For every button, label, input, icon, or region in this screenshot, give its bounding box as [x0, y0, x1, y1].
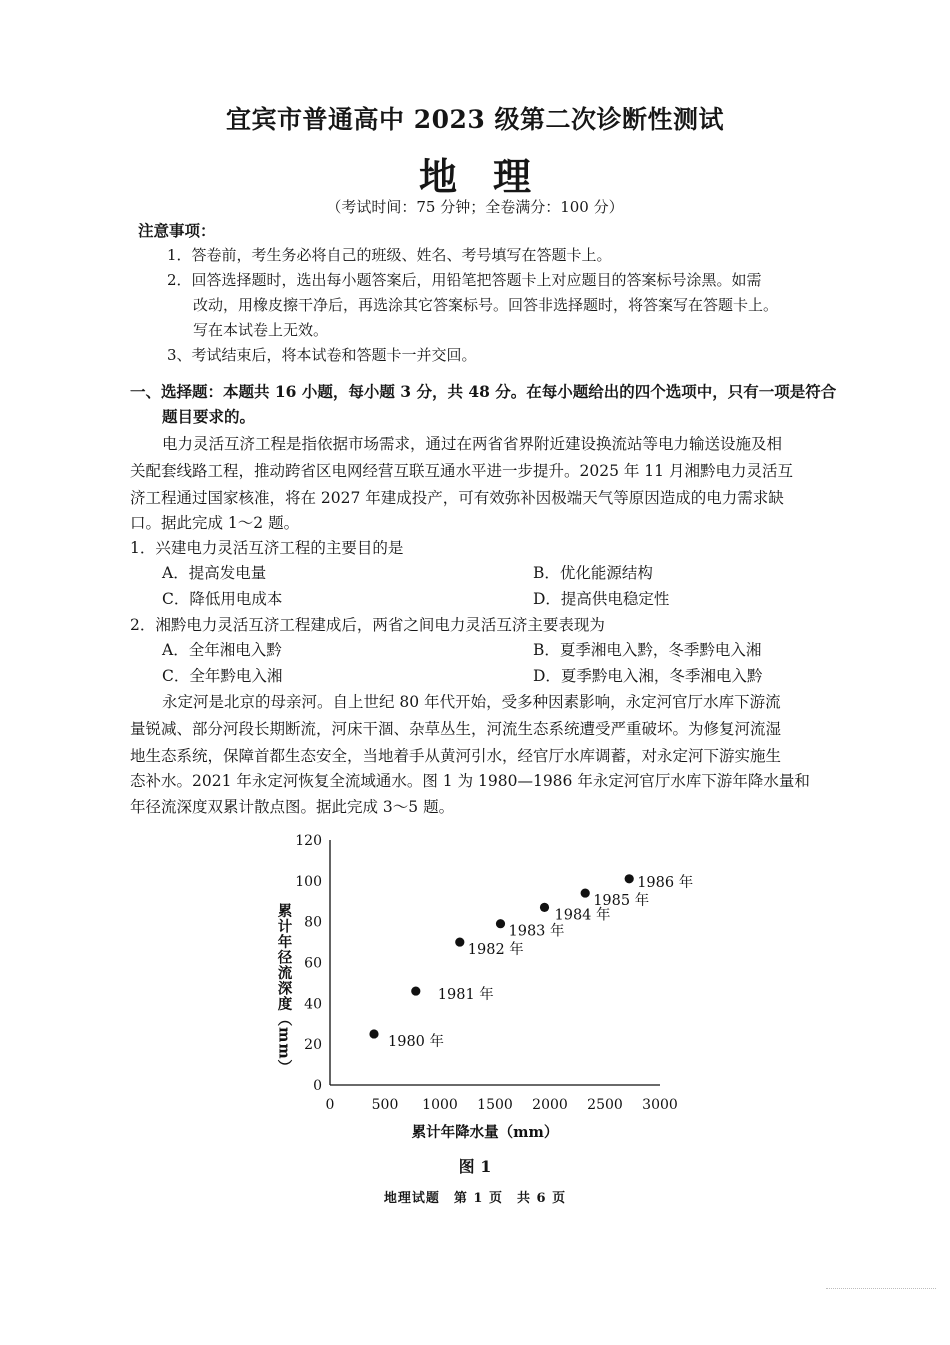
question-2-stem: 2．湘黔电力灵活互济工程建成后，两省之间电力灵活互济主要表现为 — [130, 616, 605, 634]
notice-item: 写在本试卷上无效。 — [193, 321, 329, 339]
x-tick-label: 3000 — [642, 1097, 678, 1113]
q1-option-c: C．降低用电成本 — [162, 590, 283, 608]
page-footer: 地理试题 第 1 页 共 6 页 — [383, 1191, 567, 1206]
x-tick-label: 500 — [371, 1097, 399, 1113]
q2-option-a: A．全年湘电入黔 — [162, 641, 282, 659]
x-tick-label: 2500 — [587, 1097, 623, 1113]
notice-item: 1．答卷前，考生务必将自己的班级、姓名、考号填写在答题卡上。 — [167, 246, 612, 264]
question-1-stem: 1．兴建电力灵活互济工程的主要目的是 — [130, 539, 404, 557]
data-point-1983年 — [496, 919, 505, 928]
data-label: 1981 年 — [437, 987, 494, 1004]
x-tick-label: 0 — [325, 1097, 335, 1113]
data-label: 1986 年 — [637, 874, 694, 891]
divider — [826, 1288, 936, 1289]
passage-line: 口。据此完成 1～2 题。 — [130, 514, 300, 532]
y-tick-label: 20 — [304, 1037, 322, 1054]
notice-item: 2．回答选择题时，选出每小题答案后，用铅笔把答题卡上对应题目的答案标号涂黑。如需 — [167, 271, 762, 289]
section-heading-cont: 题目要求的。 — [162, 407, 256, 426]
data-point-1984年 — [540, 903, 549, 912]
subject-title: 地理 — [418, 154, 567, 199]
q2-option-d: D．夏季黔电入湘，冬季湘电入黔 — [533, 667, 763, 685]
data-label: 1983 年 — [508, 923, 565, 940]
exam-title: 宜宾市普通高中 2023 级第二次诊断性测试 — [226, 105, 724, 134]
y-tick-label: 120 — [295, 833, 322, 849]
q1-option-a: A．提高发电量 — [162, 564, 267, 582]
passage-line: 年径流深度双累计散点图。据此完成 3～5 题。 — [130, 798, 455, 816]
passage-line: 关配套线路工程，推动跨省区电网经营互联互通水平进一步提升。2025 年 11 月湘黔电力灵活互 — [130, 462, 793, 480]
data-label: 1984 年 — [554, 907, 611, 924]
notice-item: 3、考试结束后，将本试卷和答题卡一并交回。 — [167, 346, 477, 364]
x-tick-label: 1500 — [477, 1097, 513, 1113]
notice-heading: 注意事项： — [138, 221, 216, 240]
passage-line: 地生态系统，保障首都生态安全，当地着手从黄河引水，经官厅水库调蓄，对永定河下游实施生 — [130, 747, 782, 765]
data-point-1986年 — [625, 874, 634, 883]
data-point-1981年 — [411, 986, 420, 995]
y-tick-label: 0 — [313, 1078, 322, 1094]
data-point-1980年 — [369, 1029, 378, 1038]
y-axis-label: 累计年径流深度（mm） — [275, 903, 293, 1076]
q1-option-b: B．优化能源结构 — [533, 564, 653, 582]
y-tick-label: 80 — [304, 914, 322, 931]
figure-caption: 图 1 — [458, 1157, 492, 1176]
x-axis-label: 累计年降水量（mm） — [411, 1124, 559, 1141]
scatter-chart — [270, 825, 710, 1150]
data-point-1985年 — [581, 888, 590, 897]
passage-line: 电力灵活互济工程是指依据市场需求，通过在两省省界附近建设换流站等电力输送设施及相 — [162, 435, 783, 453]
passage-line: 永定河是北京的母亲河。自上世纪 80 年代开始，受多种因素影响，永定河官厅水库下游流 — [162, 693, 781, 711]
x-tick-label: 1000 — [422, 1097, 458, 1113]
y-tick-label: 100 — [295, 873, 322, 890]
notice-item: 改动，用橡皮擦干净后，再选涂其它答案标号。回答非选择题时，将答案写在答题卡上。 — [193, 296, 779, 314]
data-label: 1982 年 — [467, 942, 524, 959]
x-tick-label: 2000 — [532, 1097, 568, 1113]
section-heading: 一、选择题：本题共 16 小题，每小题 3 分，共 48 分。在每小题给出的四个选项中，只有一项是符合 — [130, 382, 837, 401]
passage-line: 态补水。2021 年永定河恢复全流域通水。图 1 为 1980—1986 年永定河官厅水库下游年降水量和 — [130, 772, 810, 790]
passage-line: 济工程通过国家核准，将在 2027 年建成投产，可有效弥补因极端天气等原因造成的电力需求缺 — [130, 489, 784, 507]
data-point-1982年 — [455, 937, 464, 946]
y-tick-label: 40 — [304, 996, 322, 1013]
data-label: 1985 年 — [593, 893, 650, 910]
q2-option-c: C．全年黔电入湘 — [162, 667, 283, 685]
q2-option-b: B．夏季湘电入黔，冬季黔电入湘 — [533, 641, 762, 659]
passage-line: 量锐减、部分河段长期断流，河床干涸、杂草丛生，河流生态系统遭受严重破坏。为修复河流湿 — [130, 720, 782, 738]
q1-option-d: D．提高供电稳定性 — [533, 590, 670, 608]
exam-info: （考试时间：75 分钟；全卷满分：100 分） — [326, 198, 624, 216]
y-tick-label: 60 — [304, 955, 322, 972]
data-label: 1980 年 — [388, 1033, 445, 1050]
